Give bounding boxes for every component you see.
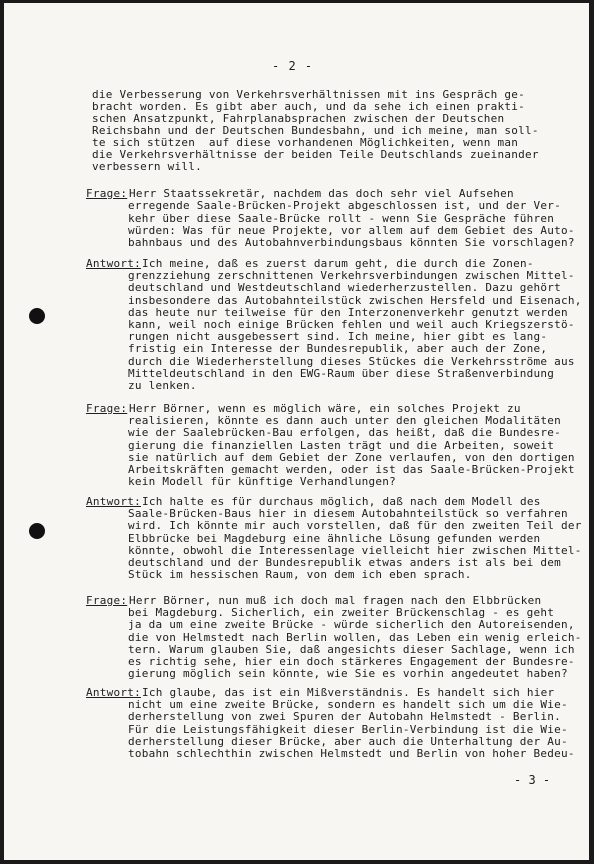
- text-line: Herr Börner, nun muß ich doch mal fragen nach den Elbbrücken: [129, 594, 542, 607]
- text-line: erregende Saale-Brücken-Projekt abgeschlossen ist, und der Ver-: [128, 199, 561, 213]
- text-line: sie natürlich auf dem Gebiet der Zone verlaufen, von den dortigen: [128, 450, 575, 464]
- text-line: Herr Börner, wenn es möglich wäre, ein solches Projekt zu: [129, 402, 521, 415]
- text-line: das heute nur teilweise für den Interzonenverkehr genutzt werden: [128, 305, 568, 319]
- text-line: kehr über diese Saale-Brücke rollt - wenn Sie Gespräche führen: [128, 211, 555, 225]
- text-line: verbessern will.: [92, 160, 202, 173]
- text-line: Stück im hessischen Raum, von dem ich eben sprach.: [128, 568, 472, 582]
- text-line: derherstellung von zwei Spuren der Autobahn Helmstedt - Berlin.: [128, 710, 561, 724]
- text-line: durch die Wiederherstellung dieses Stückes die Verkehrsströme aus: [128, 354, 575, 368]
- text-line: schen Ansatzpunkt, Fahrplanabsprachen zwischen der Deutschen: [92, 112, 505, 125]
- text-line: Reichsbahn und der Deutschen Bundesbahn, und ich meine, man soll-: [92, 124, 539, 137]
- text-line: Für die Leistungsfähigkeit dieser Berlin-Verbindung ist die Wie-: [128, 722, 568, 736]
- text-line: die Verkehrsverhältnisse der beiden Teile Deutschlands zueinander: [92, 148, 539, 161]
- text-line: te sich stützen auf diese vorhandenen Möglichkeiten, wenn man: [92, 136, 519, 149]
- text-line: deutschland und der Bundesrepublik etwas anders ist als bei dem: [128, 556, 561, 569]
- text-line: deutschland und Westdeutschland wiederherzustellen. Dazu gehört: [128, 281, 561, 295]
- speaker-label: Antwort:: [86, 686, 141, 699]
- document-page: [4, 3, 589, 860]
- speaker-label: Frage:: [86, 402, 128, 415]
- text-line: die Verbesserung von Verkehrsverhältnissen mit ins Gespräch ge-: [92, 88, 525, 101]
- text-line: rungen nicht ausgebessert sind. Ich meine, hier gibt es lang-: [128, 330, 548, 344]
- speaker-label: Frage:: [86, 187, 128, 200]
- text-line: gierung die finanziellen Lasten trägt und die Arbeiten, soweit: [128, 438, 555, 452]
- text-line: gierung möglich sein könnte, wie Sie es vorhin angedeutet haben?: [128, 667, 568, 681]
- text-line: fristig ein Interesse der Bundesrepublik, aber auch der Zone,: [128, 342, 548, 356]
- text-line: Elbbrücke bei Magdeburg eine ähnliche Lösung gefunden werden: [128, 531, 541, 545]
- text-line: bahnbaus und des Autobahnverbindungsbaus könnten Sie vorschlagen?: [128, 236, 575, 250]
- text-line: ja da um eine zweite Brücke - würde sicherlich den Autoreisenden,: [128, 618, 575, 632]
- text-line: Ich meine, daß es zuerst darum geht, die durch die Zonen-: [142, 257, 534, 270]
- page-number: - 2 -: [272, 59, 314, 73]
- text-line: derherstellung dieser Brücke, aber auch die Unterhaltung der Au-: [128, 734, 568, 748]
- text-line: Mitteldeutschland in den EWG-Raum über diese Straßenverbindung: [128, 366, 555, 380]
- text-line: nicht um eine zweite Brücke, sondern es handelt sich um die Wie-: [128, 698, 568, 712]
- text-line: realisieren, könnte es dann auch unter den gleichen Modalitäten: [128, 414, 561, 428]
- text-line: wie der Saalebrücken-Bau erfolgen, das heißt, daß die Bundesre-: [128, 426, 561, 440]
- text-line: Arbeitskräften gemacht werden, oder ist das Saale-Brücken-Projekt: [128, 463, 575, 476]
- speaker-label: Frage:: [86, 594, 128, 607]
- punch-hole-top: [29, 308, 45, 324]
- text-line: kein Modell für künftige Verhandlungen?: [128, 475, 397, 489]
- text-line: Herr Staatssekretär, nachdem das doch sehr viel Aufsehen: [129, 187, 514, 200]
- text-line: die von Helmstedt nach Berlin wollen, das Leben ein wenig erleich-: [128, 630, 582, 644]
- text-line: bei Magdeburg. Sicherlich, ein zweiter Brückenschlag - es geht: [128, 606, 555, 620]
- text-line: zu lenken.: [128, 379, 197, 392]
- text-line: wird. Ich könnte mir auch vorstellen, daß für den zweiten Teil der: [128, 519, 582, 533]
- text-line: Ich halte es für durchaus möglich, daß nach dem Modell des: [142, 495, 541, 508]
- text-line: kann, weil noch einige Brücken fehlen und weil auch Kriegszerstö-: [128, 318, 575, 331]
- text-line: Ich glaube, das ist ein Mißverständnis. Es handelt sich hier: [142, 686, 555, 699]
- speaker-label: Antwort:: [86, 257, 141, 270]
- text-line: würden: Was für neue Projekte, vor allem auf dem Gebiet des Auto-: [128, 223, 575, 237]
- text-line: tern. Warum glauben Sie, daß angesichts dieser Sachlage, wenn ich: [128, 642, 575, 656]
- next-page-marker: - 3 -: [514, 773, 551, 787]
- text-line: grenzziehung zerschnittenen Verkehrsverbindungen zwischen Mittel-: [128, 269, 575, 283]
- text-line: insbesondere das Autobahnteilstück zwischen Hersfeld und Eisenach,: [128, 293, 582, 307]
- text-line: tobahn schlechthin zwischen Helmstedt und Berlin von hoher Bedeu-: [128, 747, 575, 760]
- text-line: bracht worden. Es gibt aber auch, und da sehe ich einen prakti-: [92, 100, 525, 113]
- text-line: es richtig sehe, hier ein doch stärkeres Engagement der Bundesre-: [128, 655, 575, 668]
- text-line: könnte, obwohl die Interessenlage vielleicht hier zwischen Mittel-: [128, 543, 582, 557]
- punch-hole-bottom: [29, 523, 45, 539]
- text-line: Saale-Brücken-Baus hier in diesem Autobahnteilstück so verfahren: [128, 507, 568, 521]
- speaker-label: Antwort:: [86, 495, 141, 508]
